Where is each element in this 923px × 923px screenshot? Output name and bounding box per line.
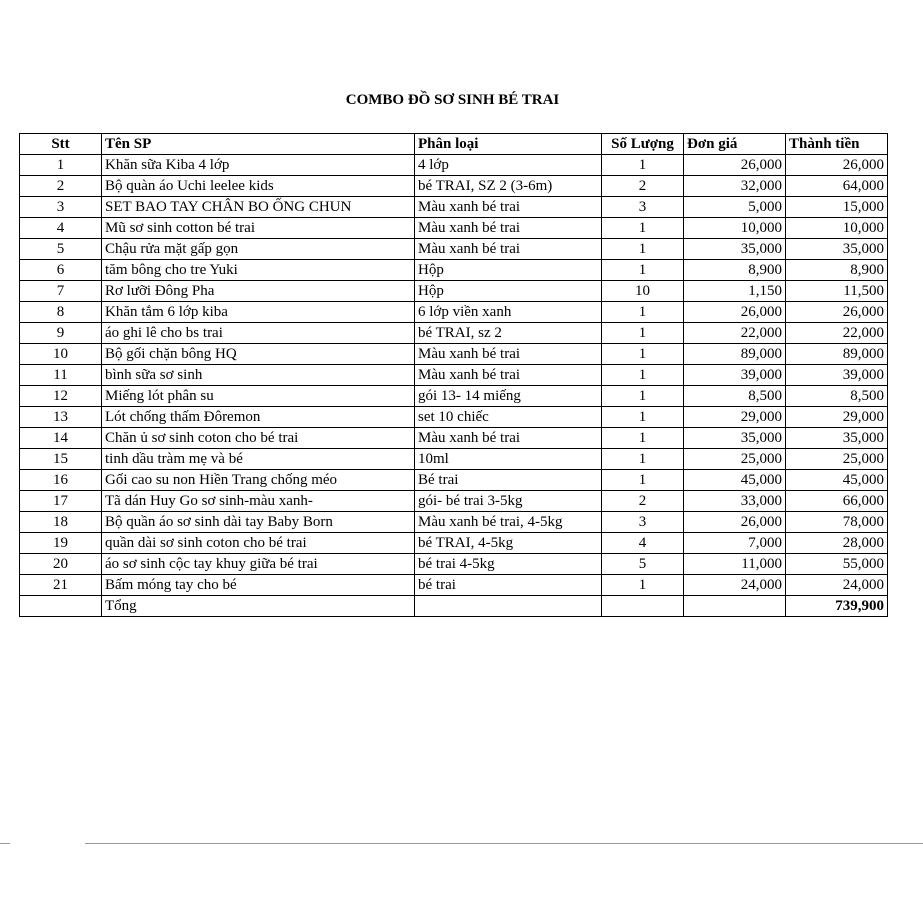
cell-amount: 45,000 [786, 470, 888, 491]
cell-amount: 39,000 [786, 365, 888, 386]
table-row [20, 155, 888, 176]
cell-category: Hộp [415, 260, 602, 281]
table-row [20, 302, 888, 323]
cell-product-name: tinh dầu tràm mẹ và bé [102, 449, 415, 470]
cell-stt: 15 [20, 449, 102, 470]
cell-product-name: Bộ quần áo sơ sinh dài tay Baby Born [102, 512, 415, 533]
cell-unit-price: 89,000 [684, 344, 786, 365]
cell-product-name: Bộ quàn áo Uchi leelee kids [102, 176, 415, 197]
cell-category: bé TRAI, 4-5kg [415, 533, 602, 554]
cell-category: gói 13- 14 miếng [415, 386, 602, 407]
table-row [20, 344, 888, 365]
cell-amount: 8,500 [786, 386, 888, 407]
document-title: COMBO ĐỒ SƠ SINH BÉ TRAI [345, 92, 560, 108]
cell-category: bé trai 4-5kg [415, 554, 602, 575]
cell-amount: 8,900 [786, 260, 888, 281]
table-row [20, 176, 888, 197]
total-label: Tổng [102, 596, 415, 617]
cell-unit-price: 8,500 [684, 386, 786, 407]
cell-unit-price: 24,000 [684, 575, 786, 596]
table-row [20, 554, 888, 575]
cell-amount: 89,000 [786, 344, 888, 365]
table-row [20, 449, 888, 470]
total-value: 739,900 [786, 596, 888, 617]
cell-product-name: Lót chống thấm Đôremon [102, 407, 415, 428]
table-row [20, 323, 888, 344]
cell-unit-price: 33,000 [684, 491, 786, 512]
cell-quantity: 1 [602, 260, 684, 281]
cell-quantity: 1 [602, 155, 684, 176]
cell-product-name: Bấm móng tay cho bé [102, 575, 415, 596]
cell-category: bé trai [415, 575, 602, 596]
cell-product-name: Gối cao su non Hiền Trang chống méo [102, 470, 415, 491]
cell-empty [415, 596, 602, 617]
divider-line [0, 843, 10, 844]
cell-amount: 78,000 [786, 512, 888, 533]
cell-amount: 55,000 [786, 554, 888, 575]
cell-stt: 13 [20, 407, 102, 428]
cell-product-name: Khăn sữa Kiba 4 lớp [102, 155, 415, 176]
cell-amount: 66,000 [786, 491, 888, 512]
table-row [20, 197, 888, 218]
cell-empty [684, 596, 786, 617]
cell-unit-price: 29,000 [684, 407, 786, 428]
cell-category: gói- bé trai 3-5kg [415, 491, 602, 512]
table-row [20, 239, 888, 260]
cell-quantity: 1 [602, 344, 684, 365]
cell-category: Màu xanh bé trai [415, 428, 602, 449]
cell-category: bé TRAI, SZ 2 (3-6m) [415, 176, 602, 197]
cell-amount: 22,000 [786, 323, 888, 344]
cell-amount: 11,500 [786, 281, 888, 302]
cell-stt: 5 [20, 239, 102, 260]
header-row [20, 134, 888, 155]
cell-category: Hộp [415, 281, 602, 302]
cell-category: 6 lớp viền xanh [415, 302, 602, 323]
divider-line [85, 843, 923, 844]
cell-amount: 26,000 [786, 302, 888, 323]
cell-category: 10ml [415, 449, 602, 470]
cell-quantity: 1 [602, 407, 684, 428]
cell-unit-price: 7,000 [684, 533, 786, 554]
cell-stt: 9 [20, 323, 102, 344]
table-row [20, 218, 888, 239]
cell-quantity: 1 [602, 470, 684, 491]
cell-stt: 21 [20, 575, 102, 596]
cell-category: Màu xanh bé trai [415, 344, 602, 365]
cell-stt: 12 [20, 386, 102, 407]
cell-amount: 26,000 [786, 155, 888, 176]
cell-product-name: quần dài sơ sinh coton cho bé trai [102, 533, 415, 554]
cell-quantity: 1 [602, 218, 684, 239]
cell-unit-price: 32,000 [684, 176, 786, 197]
cell-quantity: 4 [602, 533, 684, 554]
cell-stt: 19 [20, 533, 102, 554]
table-row [20, 428, 888, 449]
cell-quantity: 2 [602, 491, 684, 512]
table-row [20, 575, 888, 596]
cell-amount: 25,000 [786, 449, 888, 470]
table-row [20, 407, 888, 428]
cell-quantity: 1 [602, 428, 684, 449]
cell-stt: 2 [20, 176, 102, 197]
cell-category: 4 lớp [415, 155, 602, 176]
cell-quantity: 5 [602, 554, 684, 575]
table-row [20, 281, 888, 302]
cell-unit-price: 5,000 [684, 197, 786, 218]
cell-empty [20, 596, 102, 617]
cell-unit-price: 1,150 [684, 281, 786, 302]
cell-unit-price: 45,000 [684, 470, 786, 491]
cell-amount: 10,000 [786, 218, 888, 239]
cell-empty [602, 596, 684, 617]
table-row [20, 512, 888, 533]
header-amount: Thành tiền [786, 134, 888, 155]
cell-stt: 17 [20, 491, 102, 512]
cell-amount: 24,000 [786, 575, 888, 596]
product-table [19, 133, 888, 617]
header-quantity: Số Lượng [602, 134, 684, 155]
cell-unit-price: 26,000 [684, 302, 786, 323]
cell-stt: 18 [20, 512, 102, 533]
cell-product-name: Mũ sơ sinh cotton bé trai [102, 218, 415, 239]
cell-category: Màu xanh bé trai [415, 197, 602, 218]
cell-stt: 10 [20, 344, 102, 365]
table-row [20, 491, 888, 512]
cell-amount: 64,000 [786, 176, 888, 197]
cell-category: Màu xanh bé trai [415, 218, 602, 239]
header-product-name: Tên SP [102, 134, 415, 155]
cell-product-name: Bộ gối chặn bông HQ [102, 344, 415, 365]
cell-amount: 29,000 [786, 407, 888, 428]
cell-category: Màu xanh bé trai, 4-5kg [415, 512, 602, 533]
cell-category: Màu xanh bé trai [415, 239, 602, 260]
cell-product-name: SET BAO TAY CHÂN BO ỐNG CHUN [102, 197, 415, 218]
cell-stt: 3 [20, 197, 102, 218]
cell-amount: 35,000 [786, 239, 888, 260]
cell-unit-price: 25,000 [684, 449, 786, 470]
cell-product-name: bình sữa sơ sinh [102, 365, 415, 386]
cell-unit-price: 22,000 [684, 323, 786, 344]
cell-amount: 35,000 [786, 428, 888, 449]
cell-product-name: Miếng lót phân su [102, 386, 415, 407]
cell-stt: 14 [20, 428, 102, 449]
cell-product-name: áo ghi lê cho bs trai [102, 323, 415, 344]
cell-unit-price: 10,000 [684, 218, 786, 239]
cell-stt: 1 [20, 155, 102, 176]
header-category: Phân loại [415, 134, 602, 155]
cell-product-name: tăm bông cho tre Yuki [102, 260, 415, 281]
cell-stt: 8 [20, 302, 102, 323]
cell-unit-price: 35,000 [684, 428, 786, 449]
cell-quantity: 1 [602, 365, 684, 386]
cell-category: Màu xanh bé trai [415, 365, 602, 386]
total-row [20, 596, 888, 617]
table-row [20, 533, 888, 554]
cell-quantity: 1 [602, 386, 684, 407]
cell-unit-price: 8,900 [684, 260, 786, 281]
cell-category: Bé trai [415, 470, 602, 491]
cell-unit-price: 11,000 [684, 554, 786, 575]
cell-product-name: Chậu rửa mặt gấp gọn [102, 239, 415, 260]
cell-product-name: áo sơ sinh cộc tay khuy giữa bé trai [102, 554, 415, 575]
cell-product-name: Rơ lưỡi Đông Pha [102, 281, 415, 302]
cell-quantity: 3 [602, 512, 684, 533]
cell-unit-price: 26,000 [684, 155, 786, 176]
cell-category: set 10 chiếc [415, 407, 602, 428]
cell-quantity: 2 [602, 176, 684, 197]
cell-quantity: 1 [602, 575, 684, 596]
cell-product-name: Chăn ủ sơ sinh coton cho bé trai [102, 428, 415, 449]
cell-quantity: 1 [602, 449, 684, 470]
cell-stt: 6 [20, 260, 102, 281]
cell-category: bé TRAI, sz 2 [415, 323, 602, 344]
cell-stt: 20 [20, 554, 102, 575]
cell-amount: 28,000 [786, 533, 888, 554]
table-row [20, 260, 888, 281]
cell-quantity: 1 [602, 302, 684, 323]
cell-stt: 11 [20, 365, 102, 386]
cell-stt: 7 [20, 281, 102, 302]
cell-product-name: Khăn tắm 6 lớp kiba [102, 302, 415, 323]
cell-quantity: 1 [602, 239, 684, 260]
table-row [20, 365, 888, 386]
cell-amount: 15,000 [786, 197, 888, 218]
cell-stt: 4 [20, 218, 102, 239]
cell-unit-price: 39,000 [684, 365, 786, 386]
table-row [20, 386, 888, 407]
table-row [20, 470, 888, 491]
cell-unit-price: 35,000 [684, 239, 786, 260]
cell-product-name: Tã dán Huy Go sơ sinh-màu xanh- [102, 491, 415, 512]
cell-quantity: 1 [602, 323, 684, 344]
header-unit-price: Đơn giá [684, 134, 786, 155]
cell-quantity: 3 [602, 197, 684, 218]
header-stt: Stt [20, 134, 102, 155]
cell-stt: 16 [20, 470, 102, 491]
cell-quantity: 10 [602, 281, 684, 302]
cell-unit-price: 26,000 [684, 512, 786, 533]
